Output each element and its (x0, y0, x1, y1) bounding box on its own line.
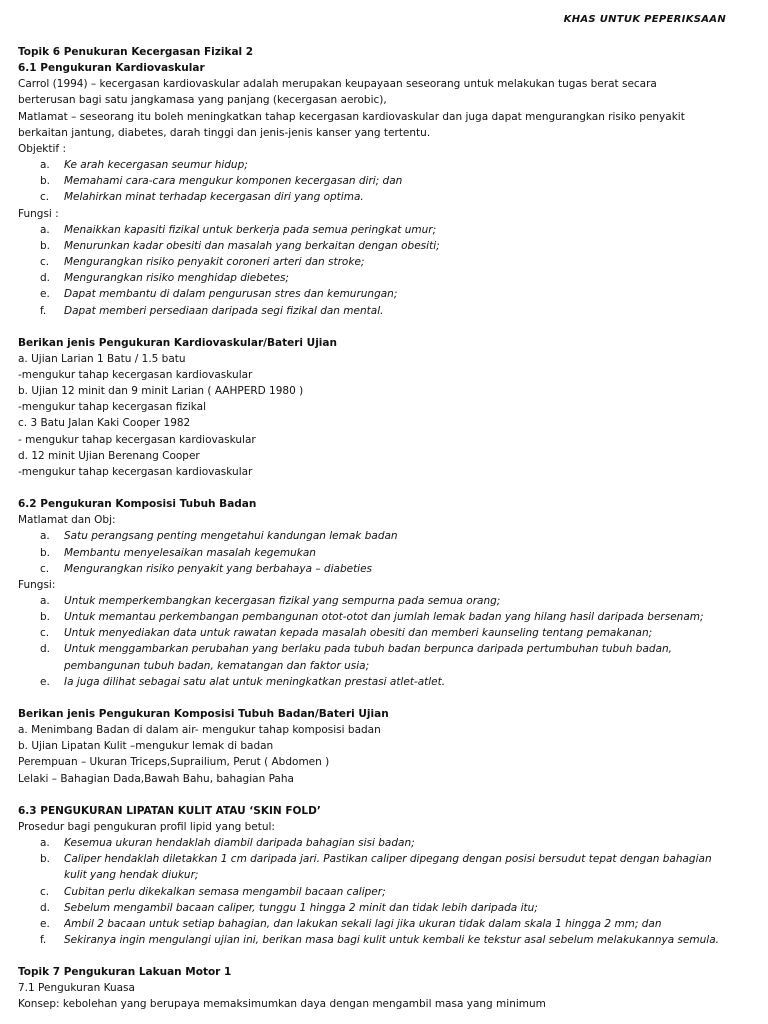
list-item (18, 593, 750, 609)
list-item-text: Ia juga dilihat sebagai satu alat untuk meningkatkan prestasi atlet-atlet. (64, 675, 446, 688)
list-marker: d. (40, 643, 51, 656)
list-item-text: Memahami cara-cara mengukur komponen kecergasan diri; dan (64, 175, 403, 188)
list-marker: d. (40, 272, 51, 285)
list-item-text: pembangunan tubuh badan, kematangan dan faktor usia; (64, 659, 370, 672)
list-marker: c. (40, 562, 50, 575)
list-item (18, 609, 750, 625)
fungsi-62-label: Fungsi: (18, 578, 56, 591)
matlamat-obj-list (18, 528, 750, 576)
topik7-title: Topik 7 Pengukuran Lakuan Motor 1 (18, 966, 232, 979)
list-item-text: Membantu menyelesaikan masalah kegemukan (64, 546, 316, 559)
list-item (18, 545, 750, 561)
list-item-text: Mengurangkan risiko menghidap diebetes; (64, 272, 289, 285)
list-item (18, 238, 750, 254)
list-marker: a. (40, 223, 50, 236)
list-item (18, 222, 750, 238)
list-item (18, 867, 750, 883)
section-7-1-title: 7.1 Pengukuran Kuasa (18, 982, 135, 995)
list-marker (18, 658, 64, 674)
list-item (18, 641, 750, 657)
list-item (18, 561, 750, 577)
list-marker: b. (40, 239, 51, 252)
list-marker: b. (40, 853, 51, 866)
bateri-komposisi-lines (18, 722, 750, 787)
list-item-text: kulit yang hendak diukur; (64, 869, 199, 882)
text-line: -mengukur tahap kecergasan kardiovaskular (18, 368, 253, 381)
list-marker: b. (40, 546, 51, 559)
text-line: Perempuan – Ukuran Triceps,Suprailium, Perut ( Abdomen ) (18, 756, 330, 769)
topik6-title: Topik 6 Penukuran Kecergasan Fizikal 2 (18, 46, 254, 58)
list-item-text: Melahirkan minat terhadap kecergasan diri yang optima. (64, 191, 364, 204)
list-marker: c. (40, 256, 50, 269)
list-marker: e. (40, 675, 50, 688)
fungsi-62-list (18, 593, 750, 690)
list-marker: e. (40, 288, 50, 301)
text-line: -mengukur tahap kecergasan kardiovaskular (18, 465, 253, 478)
page-header: KHAS UNTUK PEPERIKSAAN (563, 14, 726, 25)
list-marker: c. (40, 627, 50, 640)
list-item (18, 932, 750, 948)
list-item (18, 658, 750, 674)
document-page (18, 14, 750, 1013)
carrol-line-2: berterusan bagi satu jangkamasa yang panjang (kecergasan aerobic), (18, 94, 387, 107)
list-item (18, 916, 750, 932)
fungsi-label: Fungsi : (18, 207, 59, 220)
list-item (18, 173, 750, 189)
list-marker: a. (40, 837, 50, 850)
list-item-text: Menurunkan kadar obesiti dan masalah yang berkaitan dengan obesiti; (64, 239, 440, 252)
list-item (18, 835, 750, 851)
objektif-list (18, 157, 750, 205)
list-item (18, 254, 750, 270)
list-item (18, 270, 750, 286)
text-line: Lelaki – Bahagian Dada,Bawah Bahu, bahagian Paha (18, 772, 294, 785)
list-marker: d. (40, 901, 51, 914)
list-marker: b. (40, 175, 51, 188)
carrol-line-1: Carrol (1994) – kecergasan kardiovaskular adalah merupakan keupayaan seseorang untuk melakukan tugas berat secara (18, 78, 657, 91)
list-item-text: Cubitan perlu dikekalkan semasa mengambil bacaan caliper; (64, 885, 386, 898)
list-item-text: Menaikkan kapasiti fizikal untuk berkerja pada semua peringkat umur; (64, 223, 437, 236)
list-item-text: Untuk menyediakan data untuk rawatan kepada masalah obesiti dan memberi kaunseling tentang pemakanan; (64, 627, 653, 640)
text-line: d. 12 minit Ujian Berenang Cooper (18, 449, 200, 462)
text-line: b. Ujian Lipatan Kulit –mengukur lemak di badan (18, 740, 274, 753)
matlamat-line-1: Matlamat – seseorang itu boleh meningkatkan tahap kecergasan kardiovaskular dan juga dapat mengurangkan risiko penyakit (18, 110, 685, 123)
list-marker: a. (40, 595, 50, 607)
list-marker: a. (40, 159, 50, 172)
list-item-text: Kesemua ukuran hendaklah diambil daripada bahagian sisi badan; (64, 837, 415, 850)
list-marker: c. (40, 191, 50, 204)
list-item (18, 625, 750, 641)
list-item (18, 900, 750, 916)
bateri-kardio-lines (18, 351, 750, 480)
list-item-text: Dapat membantu di dalam pengurusan stres dan kemurungan; (64, 288, 398, 301)
list-item-text: Ke arah kecergasan seumur hidup; (64, 159, 248, 172)
objektif-label: Objektif : (18, 142, 66, 155)
list-item-text: Untuk memperkembangkan kecergasan fizikal yang sempurna pada semua orang; (64, 595, 501, 607)
fungsi-list (18, 222, 750, 319)
list-item (18, 286, 750, 302)
list-item (18, 674, 750, 690)
list-item (18, 884, 750, 900)
list-marker: c. (40, 885, 50, 898)
list-marker: e. (40, 917, 50, 930)
section-6-1-title: 6.1 Pengukuran Kardiovaskular (18, 62, 205, 75)
text-line: a. Ujian Larian 1 Batu / 1.5 batu (18, 352, 186, 365)
prosedur-list (18, 835, 750, 948)
list-item (18, 157, 750, 173)
list-item-text: Mengurangkan risiko penyakit yang berbahaya – diabeties (64, 562, 373, 575)
list-marker: b. (40, 611, 51, 624)
prosedur-label: Prosedur bagi pengukuran profil lipid yang betul: (18, 820, 275, 833)
list-item-text: Satu perangsang penting mengetahui kandungan lemak badan (64, 530, 398, 543)
list-marker (18, 867, 64, 883)
text-line: a. Menimbang Badan di dalam air- mengukur tahap komposisi badan (18, 724, 381, 737)
list-item-text: Sekiranya ingin mengulangi ujian ini, berikan masa bagi kulit untuk kembali ke tekstur asal sebelum melakukannya semula. (64, 933, 719, 946)
list-item-text: Untuk memantau perkembangan pembangunan otot-otot dan jumlah lemak badan yang hilang hasil daripada bersenam; (64, 611, 704, 624)
list-marker: f. (40, 304, 47, 317)
matlamat-line-2: berkaitan jantung, diabetes, darah tinggi dan jenis-jenis kanser yang tertentu. (18, 126, 431, 139)
text-line: - mengukur tahap kecergasan kardiovaskular (18, 433, 256, 446)
list-item (18, 303, 750, 319)
list-item (18, 851, 750, 867)
list-item-text: Dapat memberi persediaan daripada segi fizikal dan mental. (64, 304, 384, 317)
list-item-text: Untuk menggambarkan perubahan yang berlaku pada tubuh badan berpunca daripada pertumbuhan tubuh badan, (64, 643, 673, 656)
text-line: b. Ujian 12 minit dan 9 minit Larian ( AAHPERD 1980 ) (18, 385, 304, 398)
konsep-line: Konsep: kebolehan yang berupaya memaksimumkan daya dengan mengambil masa yang minimum (18, 998, 546, 1011)
bateri-komposisi-title: Berikan jenis Pengukuran Komposisi Tubuh Badan/Bateri Ujian (18, 707, 389, 720)
section-6-3-title: 6.3 PENGUKURAN LIPATAN KULIT ATAU ‘SKIN FOLD’ (18, 804, 321, 817)
list-marker: f. (40, 933, 47, 946)
list-item-text: Mengurangkan risiko penyakit coroneri arteri dan stroke; (64, 256, 365, 269)
list-item-text: Caliper hendaklah diletakkan 1 cm daripada jari. Pastikan caliper dipegang dengan posisi bersudut tepat dengan bahagian (64, 853, 712, 866)
list-item-text: Ambil 2 bacaan untuk setiap bahagian, dan lakukan sekali lagi jika ukuran tidak dalam skala 1 hingga 2 mm; dan (64, 917, 662, 930)
list-item (18, 189, 750, 205)
matlamat-obj-label: Matlamat dan Obj: (18, 514, 116, 527)
bateri-kardio-title: Berikan jenis Pengukuran Kardiovaskular/Bateri Ujian (18, 336, 337, 349)
text-line: c. 3 Batu Jalan Kaki Cooper 1982 (18, 417, 191, 430)
list-item (18, 528, 750, 544)
section-6-2-title: 6.2 Pengukuran Komposisi Tubuh Badan (18, 498, 257, 511)
text-line: -mengukur tahap kecergasan fizikal (18, 401, 206, 414)
list-marker: a. (40, 530, 50, 543)
list-item-text: Sebelum mengambil bacaan caliper, tunggu 1 hingga 2 minit dan tidak lebih daripada itu; (64, 901, 538, 914)
